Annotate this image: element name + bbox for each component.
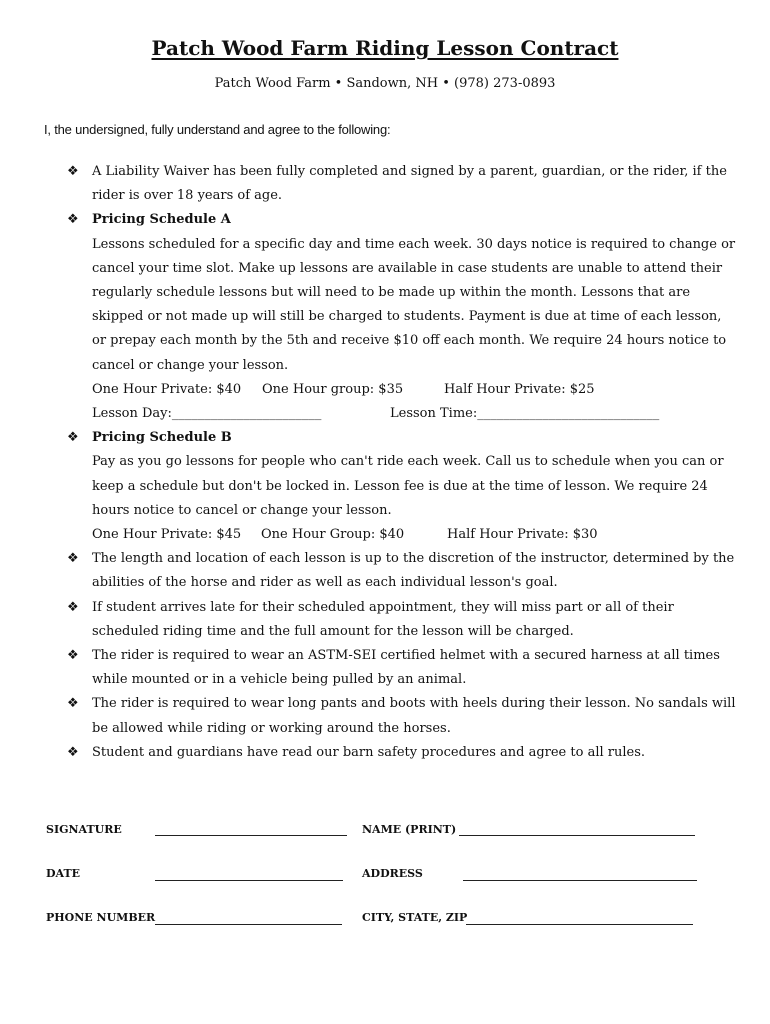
helmet-text: The rider is required to wear an ASTM-SEI certified helmet with a secured harness at all times while mounted or in a vehicle being pulled by an animal. [92,648,720,688]
attire-text: The rider is required to wear long pants and boots with heels during their lesson. No sandals will be allowed while riding or working around the horses. [92,696,736,736]
list-item-attire [67,692,737,740]
list-item-schedule-b [67,426,737,547]
schedule-a-price-private: One Hour Private: $40 [92,381,242,397]
date-label: DATE [46,867,81,880]
signature-line[interactable] [155,835,347,836]
date-line[interactable] [155,880,343,881]
schedule-a-lesson-fields [92,402,737,426]
diamond-bullet-icon: ❖ [67,696,79,712]
diamond-bullet-icon: ❖ [67,164,79,179]
lesson-time-field[interactable]: Lesson Time:____________________________ [390,406,660,422]
address-label: ADDRESS [362,867,423,880]
safety-text: Student and guardians have read our barn safety procedures and agree to all rules. [92,744,646,760]
diamond-bullet-icon: ❖ [67,212,79,228]
waiver-text: A Liability Waiver has been fully completed and signed by a parent, guardian, or the rider, if the rider is over 18 years of age. [92,164,727,204]
city-state-zip-line[interactable] [466,924,693,925]
list-item-late [67,596,737,644]
farm-contact-info: Patch Wood Farm • Sandown, NH • (978) 273-0893 [214,76,556,91]
schedule-a-price-half: Half Hour Private: $25 [444,381,595,397]
schedule-b-body: Pay as you go lessons for people who can't ride each week. Call us to schedule when you can or keep a schedule but don't be locked in. Lesson fee is due at the time of lesson. We require 24 hours notice to cancel or change your lesson. [92,454,724,518]
lesson-day-field[interactable]: Lesson Day:_______________________ [92,406,322,422]
phone-number-line[interactable] [155,924,342,925]
diamond-bullet-icon: ❖ [67,551,79,567]
terms-list [67,160,737,765]
schedule-b-title: Pricing Schedule B [92,430,232,446]
diamond-bullet-icon: ❖ [67,744,79,760]
diamond-bullet-icon: ❖ [67,430,79,446]
list-item-length [67,547,737,595]
diamond-bullet-icon: ❖ [67,599,79,615]
schedule-a-title: Pricing Schedule A [92,212,231,228]
schedule-a-prices [92,378,737,402]
phone-number-label: PHONE NUMBER [46,911,156,924]
list-item-waiver [67,160,737,208]
length-text: The length and location of each lesson is up to the discretion of the instructor, determined by the abilities of the horse and rider as well as each individual lesson's goal. [92,551,735,591]
late-text: If student arrives late for their scheduled appointment, they will miss part or all of their scheduled riding time and the full amount for the lesson will be charged. [92,599,674,639]
schedule-b-price-half: Half Hour Private: $30 [447,527,598,543]
name-print-label: NAME (PRINT) [362,823,457,836]
list-item-safety [67,741,737,765]
name-print-line[interactable] [459,835,695,836]
list-item-helmet [67,644,737,692]
schedule-b-price-group: One Hour Group: $40 [261,527,405,543]
schedule-b-price-private: One Hour Private: $45 [92,527,242,543]
diamond-bullet-icon: ❖ [67,648,79,664]
intro-statement: I, the undersigned, fully understand and agree to the following: [44,122,391,137]
city-state-zip-label: CITY, STATE, ZIP [362,911,468,924]
document-title: Patch Wood Farm Riding Lesson Contract [151,36,619,60]
schedule-b-prices [92,523,737,547]
schedule-a-body: Lessons scheduled for a specific day and time each week. 30 days notice is required to change or cancel your time slot. Make up lessons are available in case students are unable to attend their regularly schedule lessons but will need to be made up within the month. Lessons that are skipped or not made up will still be charged to students. Payment is due at time of each lesson, or prepay each month by the 5th and receive $10 off each month. We require 24 hours notice to cancel or change your lesson. [92,236,736,373]
address-line[interactable] [463,880,697,881]
schedule-a-price-group: One Hour group: $35 [262,381,404,397]
signature-label: SIGNATURE [46,823,122,836]
list-item-schedule-a [67,208,737,426]
